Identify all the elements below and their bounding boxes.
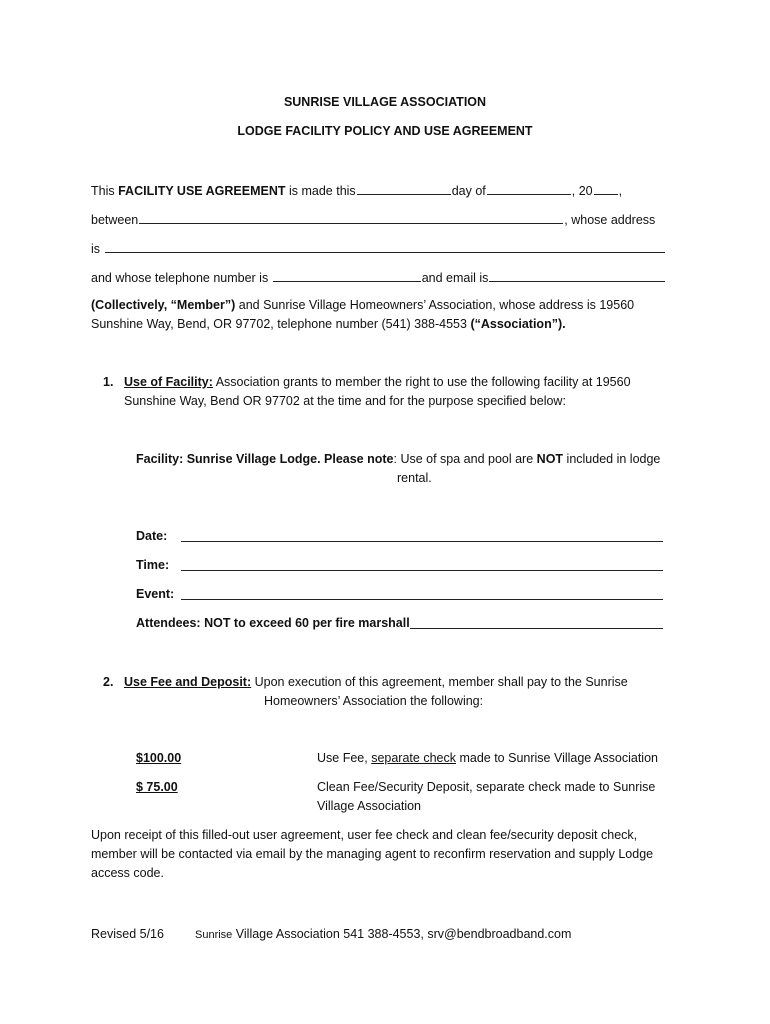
section-2-line-1: Use Fee and Deposit: Upon execution of this agreement, member shall pay to the Sunrise bbox=[124, 675, 628, 689]
facility-line-2: rental. bbox=[397, 471, 432, 485]
deposit-description-2: Village Association bbox=[317, 799, 422, 813]
section-1-number: 1. bbox=[103, 375, 114, 389]
intro-line-address: is bbox=[91, 240, 666, 256]
section-1-line-2: Sunshine Way, Bend OR 97702 at the time and for the purpose specified below: bbox=[124, 394, 566, 408]
footer-contact: Sunrise Village Association 541 388-4553, srv@bendbroadband.com bbox=[195, 927, 572, 941]
intro-collectively: (Collectively, “Member”) and Sunrise Village Homeowners’ Association, whose address is 19560 bbox=[91, 298, 635, 312]
section-2-number: 2. bbox=[103, 675, 114, 689]
intro-association-address: Sunshine Way, Bend, OR 97702, telephone number (541) 388-4553 (“Association”). bbox=[91, 317, 566, 331]
use-fee-description: Use Fee, separate check made to Sunrise Village Association bbox=[317, 751, 658, 765]
section-1-line-1: Use of Facility: Association grants to member the right to use the following facility at 19560 bbox=[124, 375, 631, 389]
member-name-field[interactable] bbox=[139, 211, 563, 224]
section-2-line-2: Homeowners’ Association the following: bbox=[264, 694, 484, 708]
org-name: SUNRISE VILLAGE ASSOCIATION bbox=[283, 95, 487, 109]
intro-line-between: between , whose address bbox=[91, 213, 656, 227]
intro-line-contact: and whose telephone number is and email is bbox=[91, 269, 666, 285]
attendees-label: Attendees: NOT to exceed 60 per fire marshall bbox=[136, 616, 410, 630]
date-label: Date: bbox=[136, 529, 168, 543]
email-field[interactable] bbox=[489, 269, 665, 282]
phone-field[interactable] bbox=[273, 269, 421, 282]
closing-line-1: Upon receipt of this filled-out user agreement, user fee check and clean fee/security deposit check, bbox=[91, 828, 638, 842]
month-field[interactable] bbox=[487, 182, 571, 195]
facility-line: Facility: Sunrise Village Lodge. Please note: Use of spa and pool are NOT included in lodge bbox=[136, 452, 661, 466]
revised-date: Revised 5/16 bbox=[91, 927, 164, 941]
event-label: Event: bbox=[136, 587, 175, 601]
attendees-field[interactable] bbox=[410, 628, 663, 629]
closing-line-2: member will be contacted via email by the managing agent to reconfirm reservation and supply Lodge bbox=[91, 847, 654, 861]
date-field[interactable] bbox=[181, 541, 663, 542]
event-field[interactable] bbox=[181, 599, 663, 600]
time-label: Time: bbox=[136, 558, 170, 572]
closing-line-3: access code. bbox=[91, 866, 164, 880]
year-field[interactable] bbox=[594, 182, 618, 195]
intro-line-1: This FACILITY USE AGREEMENT is made this day of , 20 , bbox=[91, 184, 623, 198]
deposit-amount: $ 75.00 bbox=[136, 780, 178, 794]
day-field[interactable] bbox=[357, 182, 451, 195]
deposit-description-1: Clean Fee/Security Deposit, separate check made to Sunrise bbox=[317, 780, 656, 794]
document-title: LODGE FACILITY POLICY AND USE AGREEMENT bbox=[237, 124, 533, 138]
time-field[interactable] bbox=[181, 570, 663, 571]
use-fee-amount: $100.00 bbox=[136, 751, 182, 765]
member-address-field[interactable] bbox=[105, 240, 665, 253]
